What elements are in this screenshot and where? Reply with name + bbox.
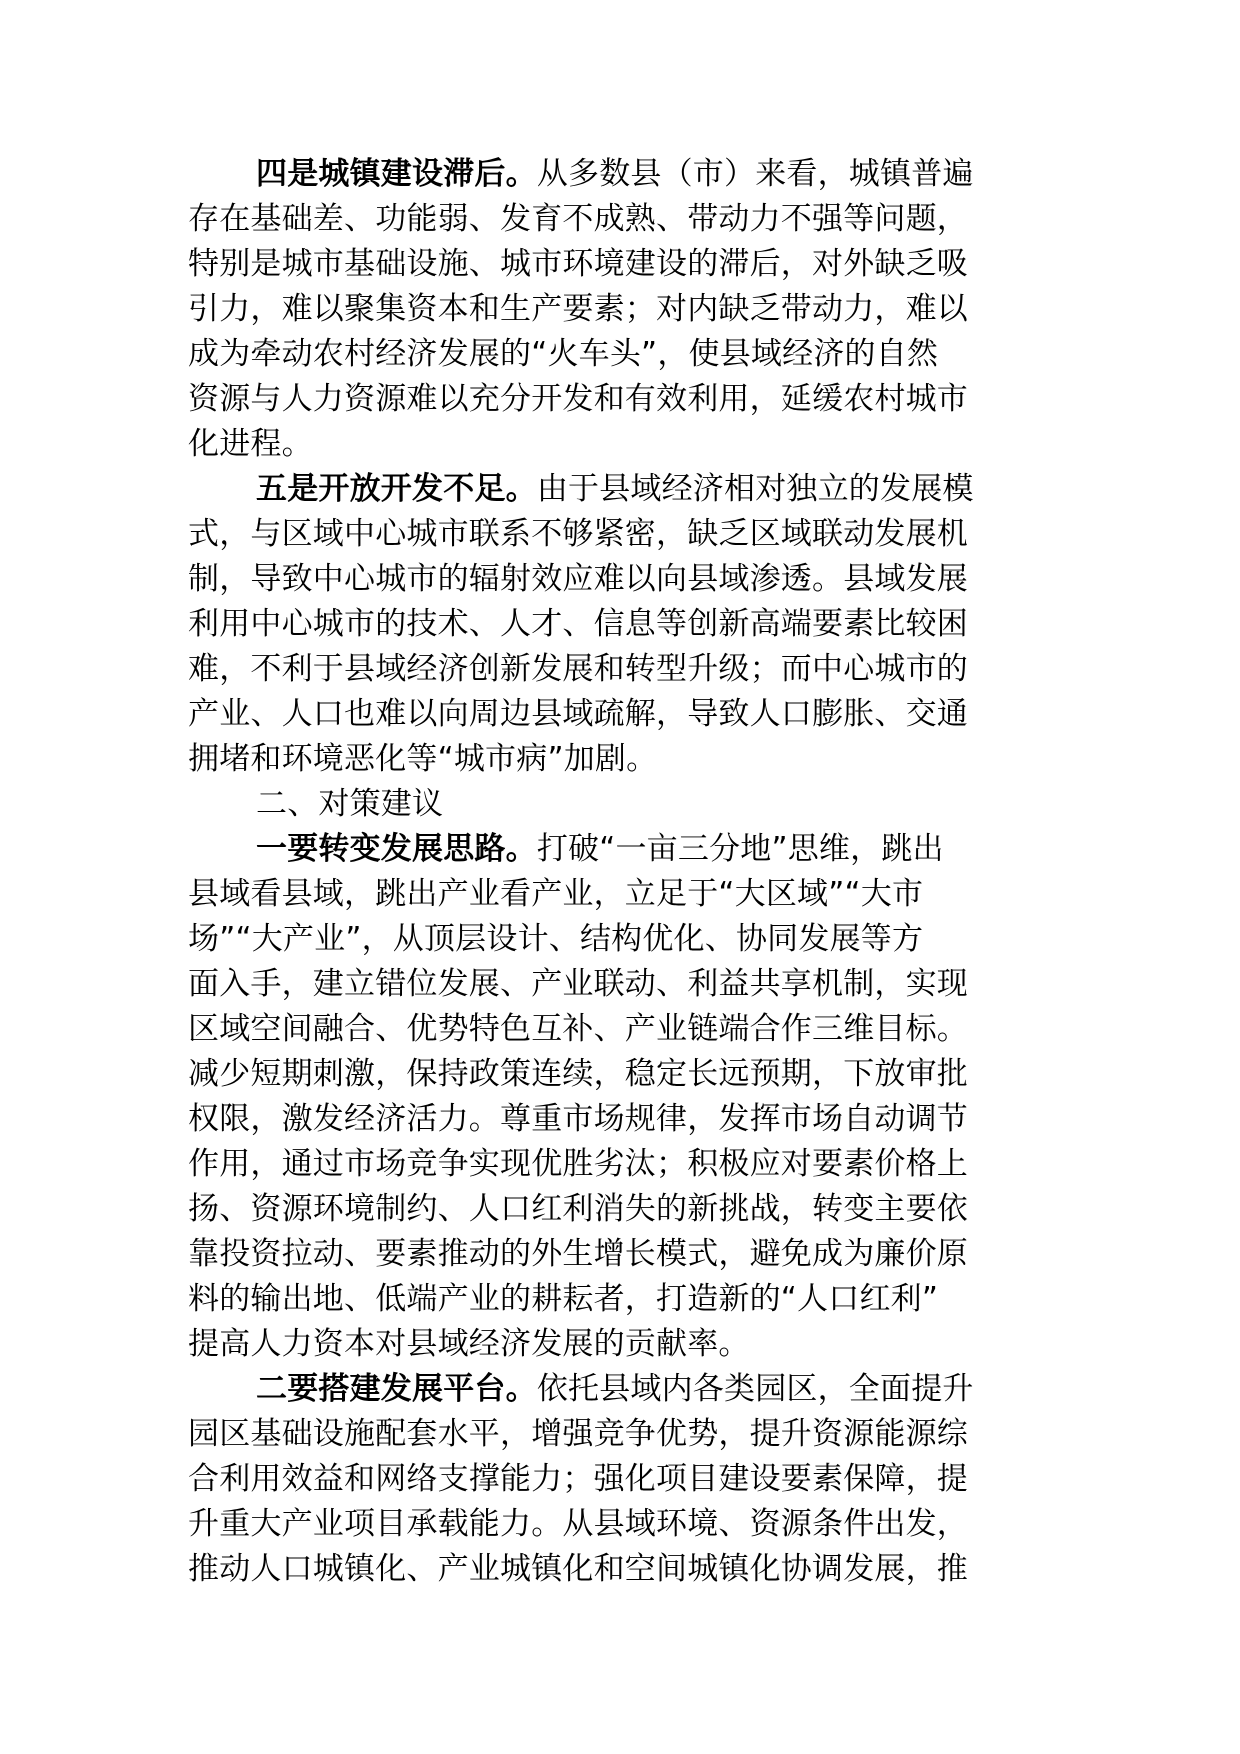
paragraph-line: 减少短期刺激，保持政策连续，稳定长远预期，下放审批 — [188, 1056, 968, 1092]
paragraph-line: 权限，激发经济活力。尊重市场规律，发挥市场自动调节 — [188, 1101, 968, 1137]
paragraph-line: 扬、资源环境制约、人口红利消失的新挑战，转变主要依 — [188, 1191, 968, 1227]
section-heading: 二、对策建议 — [256, 786, 444, 822]
paragraph-line: 拥堵和环境恶化等“城市病”加剧。 — [188, 741, 658, 777]
paragraph-development-thinking — [188, 827, 1058, 1367]
paragraph-line: 成为牵动农村经济发展的“火车头”，使县域经济的自然 — [188, 336, 939, 372]
paragraph-text: 打破“一亩三分地”思维，跳出 — [536, 831, 944, 867]
paragraph-line: 提高人力资本对县域经济发展的贡献率。 — [188, 1326, 750, 1362]
paragraph-line: 难，不利于县域经济创新发展和转型升级；而中心城市的 — [188, 651, 968, 687]
paragraph-title: 四是城镇建设滞后。 — [256, 156, 537, 192]
paragraph-title: 五是开放开发不足。 — [256, 471, 537, 507]
paragraph-first-line — [188, 827, 1058, 872]
paragraph-line: 推动人口城镇化、产业城镇化和空间城镇化协调发展，推 — [188, 1551, 968, 1587]
paragraph-line: 园区基础设施配套水平，增强竞争优势，提升资源能源综 — [188, 1416, 968, 1452]
paragraph-first-line — [188, 467, 1058, 512]
paragraph-openness — [188, 467, 1058, 782]
paragraph-line: 特别是城市基础设施、城市环境建设的滞后，对外缺乏吸 — [188, 246, 968, 282]
paragraph-first-line — [188, 1367, 1058, 1412]
paragraph-line: 产业、人口也难以向周边县域疏解，导致人口膨胀、交通 — [188, 696, 968, 732]
paragraph-line: 升重大产业项目承载能力。从县域环境、资源条件出发， — [188, 1506, 968, 1542]
paragraph-line: 场”“大产业”，从顶层设计、结构优化、协同发展等方 — [188, 921, 924, 957]
paragraph-text: 由于县域经济相对独立的发展模 — [536, 471, 974, 507]
paragraph-development-platform — [188, 1367, 1058, 1592]
paragraph-line: 存在基础差、功能弱、发育不成熟、带动力不强等问题， — [188, 201, 968, 237]
paragraph-line: 制，导致中心城市的辐射效应难以向县域渗透。县域发展 — [188, 561, 968, 597]
paragraph-line: 区域空间融合、优势特色互补、产业链端合作三维目标。 — [188, 1011, 968, 1047]
paragraph-line: 化进程。 — [188, 426, 313, 462]
paragraph-line: 作用，通过市场竞争实现优胜劣汰；积极应对要素价格上 — [188, 1146, 968, 1182]
paragraph-urban-construction — [188, 152, 1058, 467]
paragraph-text: 依托县域内各类园区，全面提升 — [536, 1371, 974, 1407]
paragraph-text: 从多数县（市）来看，城镇普遍 — [536, 156, 974, 192]
paragraph-first-line — [188, 152, 1058, 197]
paragraph-line: 靠投资拉动、要素推动的外生增长模式，避免成为廉价原 — [188, 1236, 968, 1272]
paragraph-line: 面入手，建立错位发展、产业联动、利益共享机制，实现 — [188, 966, 968, 1002]
paragraph-title: 一要转变发展思路。 — [256, 831, 537, 867]
paragraph-line: 利用中心城市的技术、人才、信息等创新高端要素比较困 — [188, 606, 968, 642]
paragraph-line: 式，与区域中心城市联系不够紧密，缺乏区域联动发展机 — [188, 516, 968, 552]
paragraph-line: 料的输出地、低端产业的耕耘者，打造新的“人口红利” — [188, 1281, 939, 1317]
paragraph-line: 资源与人力资源难以充分开发和有效利用，延缓农村城市 — [188, 381, 968, 417]
paragraph-line: 引力，难以聚集资本和生产要素；对内缺乏带动力，难以 — [188, 291, 968, 327]
paragraph-line: 合利用效益和网络支撑能力；强化项目建设要素保障，提 — [188, 1461, 968, 1497]
document-body — [188, 152, 1058, 1592]
paragraph-title: 二要搭建发展平台。 — [256, 1371, 537, 1407]
paragraph-line: 县域看县域，跳出产业看产业，立足于“大区域”“大市 — [188, 876, 924, 912]
